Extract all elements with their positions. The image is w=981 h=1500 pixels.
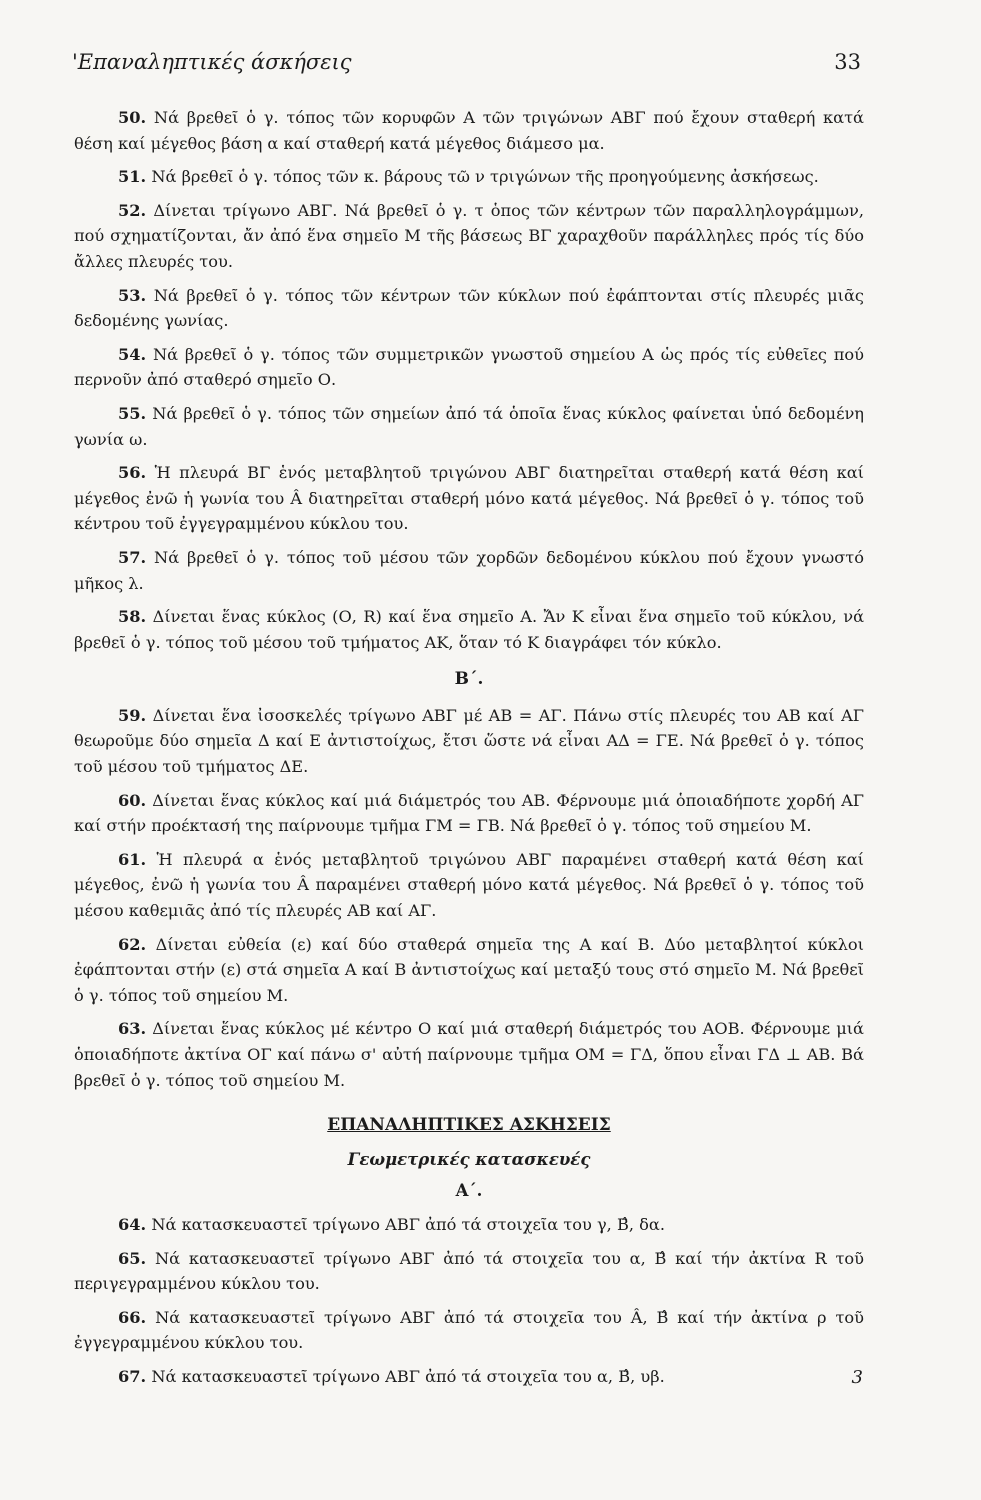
exercise-text: Νά βρεθεῖ ὁ γ. τόπος τῶν συμμετρικῶν γνωστοῦ σημείου Α ὡς πρός τίς εὐθεῖες πού περνοῦν ἀπό σταθερό σημεῖο Ο. [74,344,864,390]
exercise-item [74,342,864,393]
exercise-item [74,1016,864,1093]
exercise-text: Δίνεται ἕνας κύκλος μέ κέντρο Ο καί μιά σταθερή διάμετρός του ΑΟΒ. Φέρνουμε μιά ὁποιαδήποτε ἀκτίνα ΟΓ καί πάνω σ' αὐτή παίρνουμε τμῆμα ΟΜ = ΓΔ, ὅπου εἶναι ΓΔ ⊥ ΑΒ. Βά βρεθεῖ ὁ γ. τόπος τοῦ σημείου Μ. [74,1019,864,1090]
exercise-text: Νά κατασκευαστεῖ τρίγωνο ΑΒΓ ἀπό τά στοιχεῖα του Â, Β̂ καί τήν ἀκτίνα ρ τοῦ ἐγγεγραμμένου κύκλου του. [74,1307,864,1353]
exercise-list-a [74,105,864,655]
section-heading-b: Β΄. [454,669,484,690]
signature-mark: 3 [851,1367,863,1388]
exercise-text: Νά κατασκευαστεῖ τρίγωνο ΑΒΓ ἀπό τά στοιχεῖα του γ, Β̂, δα. [151,1214,665,1234]
exercise-item [74,164,864,190]
page-header [72,50,861,74]
exercise-item [74,283,864,334]
section-subtitle: Γεωμετρικές κατασκευές [347,1149,591,1169]
exercise-number: 52. [118,200,147,220]
exercise-text: Δίνεται ἕνας κύκλος (Ο, R) καί ἕνα σημεῖο Α. Ἄν Κ εἶναι ἕνα σημεῖο τοῦ κύκλου, νά βρεθεῖ ὁ γ. τόπος τοῦ μέσου τοῦ τμήματος ΑΚ, ὅταν τό Κ διαγράφει τόν κύκλο. [74,607,865,652]
exercise-text: Νά κατασκευαστεῖ τρίγωνο ΑΒΓ ἀπό τά στοιχεῖα του α, Β̂ καί τήν ἀκτίνα R τοῦ περιγεγραμμένου κύκλου του. [74,1248,864,1294]
exercise-text: Νά βρεθεῖ ὁ γ. τόπος τοῦ μέσου τῶν χορδῶν δεδομένου κύκλου πού ἔχουν γνωστό μῆκος λ. [74,547,865,593]
exercise-number: 50. [118,108,147,127]
exercise-number: 55. [118,403,147,423]
exercise-number: 51. [118,167,147,187]
exercise-item [74,1246,864,1297]
exercise-text: Δίνεται εὐθεία (ε) καί δύο σταθερά σημεῖα της Α καί Β. Δύο μεταβλητοί κύκλοι ἐφάπτονται στήν (ε) στά σημεῖα Α καί Β ἀντιστοίχως καί μεταξύ τους στό σημεῖο Μ. Νά βρεθεῖ ὁ γ. τόπος τοῦ σημείου Μ. [74,934,864,1005]
exercise-number: 53. [118,285,147,305]
exercise-item [74,1212,864,1238]
exercise-number: 62. [118,934,147,954]
exercise-number: 59. [118,705,147,725]
exercise-text: Δίνεται ἕνα ἰσοσκελές τρίγωνο ΑΒΓ μέ ΑΒ = ΑΓ. Πάνω στίς πλευρές του ΑΒ καί ΑΓ θεωροῦμε δύο σημεῖα Δ καί Ε ἀντιστοίχως, ἔτσι ὥστε νά εἶναι ΑΔ = ΓΕ. Νά βρεθεῖ ὁ γ. τόπος τοῦ μέσου τοῦ τμήματος ΔΕ. [74,705,864,777]
exercise-item [74,604,864,655]
exercise-number: 63. [118,1019,147,1039]
exercise-list-b [74,703,864,1093]
exercise-number: 54. [118,344,147,364]
exercise-number: 66. [118,1307,147,1327]
exercise-item [74,847,864,924]
running-title: 'Επαναληπτικές άσκήσεις [72,50,352,74]
exercise-item [74,105,864,156]
section-title: ΕΠΑΝΑΛΗΠΤΙΚΕΣ ΑΣΚΗΣΕΙΣ [327,1115,611,1136]
exercise-item [74,545,864,596]
exercise-number: 64. [118,1214,147,1234]
exercise-item [74,703,864,780]
exercise-item [74,1305,864,1356]
exercise-text: Νά βρεθεῖ ὁ γ. τόπος τῶν κέντρων τῶν κύκλων πού ἐφάπτονται στίς πλευρές μιᾶς δεδομένης γωνίας. [74,285,864,331]
exercise-text: Δίνεται τρίγωνο ΑΒΓ. Νά βρεθεῖ ὁ γ. τ ὁπος τῶν κέντρων τῶν παραλληλογράμμων, πού σχηματίζονται, ἄν ἀπό ἕνα σημεῖο Μ τῆς βάσεως ΒΓ χαραχθοῦν παράλληλες πρός τίς δύο ἄλλες πλευρές του. [74,200,864,271]
exercise-number: 60. [118,790,147,810]
exercise-item [74,401,864,452]
exercise-text: Νά βρεθεῖ ὁ γ. τόπος τῶν κορυφῶν Α τῶν τριγώνων ΑΒΓ πού ἔχουν σταθερή κατά θέση καί μέγεθος βάση α καί σταθερή κατά μέγεθος διάμεσο μα. [74,108,864,153]
exercise-item [74,198,864,275]
exercise-list-c [74,1212,864,1390]
page-number: 33 [834,50,861,74]
exercise-number: 67. [118,1366,147,1386]
exercise-text: Δίνεται ἕνας κύκλος καί μιά διάμετρός του ΑΒ. Φέρνουμε μιά ὁποιαδήποτε χορδή ΑΓ καί στήν προέκτασή της παίρνουμε τμῆμα ΓΜ = ΓΒ. Νά βρεθεῖ ὁ γ. τόπος τοῦ σημείου Μ. [74,790,864,836]
exercise-item [74,1364,864,1390]
exercise-text: Νά βρεθεῖ ὁ γ. τόπος τῶν σημείων ἀπό τά ὁποῖα ἕνας κύκλος φαίνεται ὑπό δεδομένη γωνία ω. [74,403,864,449]
exercise-number: 58. [118,607,147,627]
exercise-number: 57. [118,547,147,567]
exercise-text: Νά βρεθεῖ ὁ γ. τόπος τῶν κ. βάρους τῶ ν τριγώνων τῆς προηγούμενης ἀσκήσεως. [151,167,819,187]
exercise-text: Ἡ πλευρά ΒΓ ἑνός μεταβλητοῦ τριγώνου ΑΒΓ διατηρεῖται σταθερή κατά θέση καί μέγεθος ἐνῶ ἡ γωνία του Â διατηρεῖται σταθερή μόνο κατά μέγεθος. Νά βρεθεῖ ὁ γ. τόπος τοῦ κέντρου τοῦ ἐγγεγραμμένου κύκλου του. [74,463,864,534]
exercise-number: 65. [118,1248,147,1268]
section-heading-a2: Α΄. [455,1181,483,1201]
exercise-item [74,932,864,1009]
exercise-number: 56. [118,463,147,483]
exercise-text: Νά κατασκευαστεῖ τρίγωνο ΑΒΓ ἀπό τά στοιχεῖα του α, Β̂, υβ. [151,1366,665,1386]
exercise-item [74,460,864,537]
exercise-text: Ἡ πλευρά α ἑνός μεταβλητοῦ τριγώνου ΑΒΓ παραμένει σταθερή κατά θέση καί μέγεθος, ἐνῶ ἡ γωνία του Â παραμένει σταθερή μόνο κατά μέγεθος. Νά βρεθεῖ ὁ γ. τόπος τοῦ μέσου καθεμιᾶς ἀπό τίς πλευρές ΑΒ καί ΑΓ. [74,849,864,921]
exercise-item [74,788,864,839]
exercise-number: 61. [118,849,147,869]
page-body [74,105,864,1398]
